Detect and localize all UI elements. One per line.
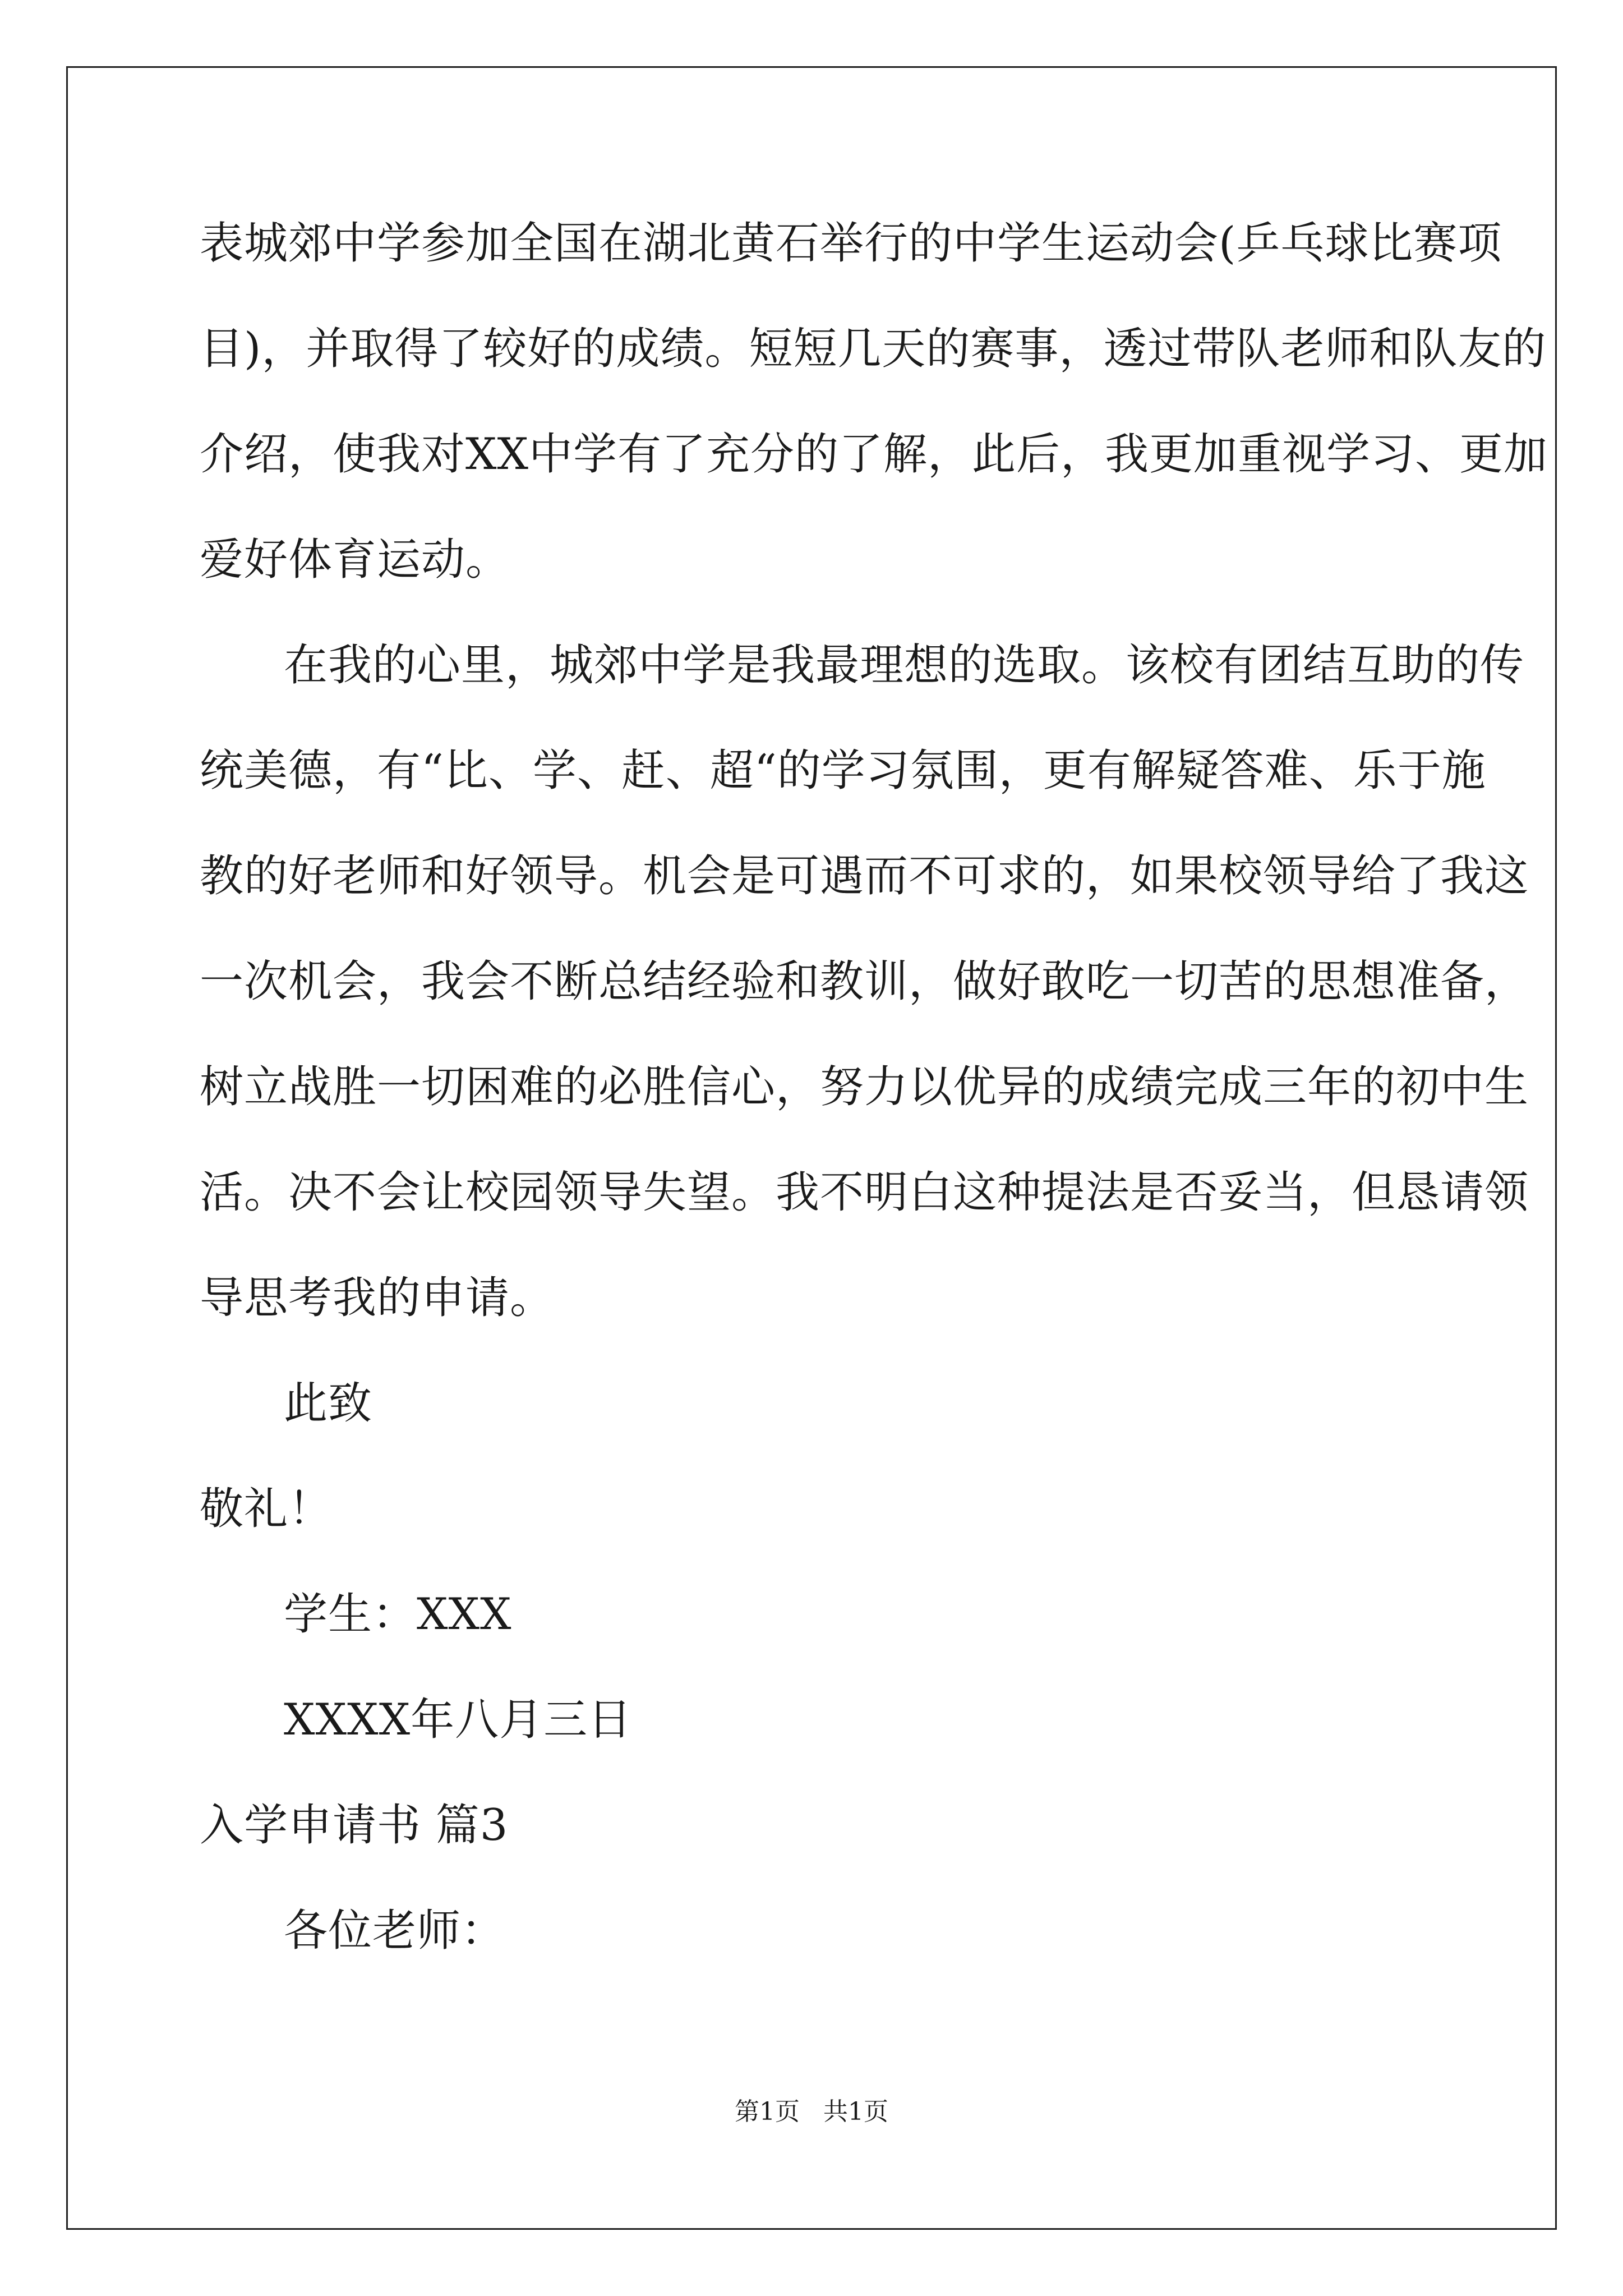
page-footer: 第1页 共1页 xyxy=(735,2097,888,2126)
paragraph-line: 统美德，有“比、学、赶、超“的学习氛围，更有解疑答难、乐于施 xyxy=(200,746,1486,796)
closing-line: 敬礼！ xyxy=(200,1484,333,1534)
paragraph-line: 目)，并取得了较好的成绩。短短几天的赛事，透过带队老师和队友的 xyxy=(200,324,1547,374)
signature-line: 学生：XXX xyxy=(284,1589,512,1640)
paragraph-line: 表城郊中学参加全国在湖北黄石举行的中学生运动会(乒乓球比赛项 xyxy=(200,218,1502,269)
paragraph-line: 介绍，使我对XX中学有了充分的了解，此后，我更加重视学习、更加 xyxy=(200,429,1548,480)
paragraph-line: 活。决不会让校园领导失望。我不明白这种提法是否妥当，但恳请领 xyxy=(200,1167,1529,1218)
date-line: XXXX年八月三日 xyxy=(284,1695,633,1745)
paragraph-line: 爱好体育运动。 xyxy=(200,535,510,585)
paragraph-line: 一次机会，我会不断总结经验和教训，做好敢吃一切苦的思想准备， xyxy=(200,956,1529,1007)
salutation-line: 此致 xyxy=(284,1378,373,1429)
paragraph-line: 导思考我的申请。 xyxy=(200,1273,555,1323)
paragraph-line: 树立战胜一切困难的必胜信心，努力以优异的成绩完成三年的初中生 xyxy=(200,1062,1529,1112)
section-heading: 入学申请书 篇3 xyxy=(200,1800,509,1851)
paragraph-line: 教的好老师和好领导。机会是可遇而不可求的，如果校领导给了我这 xyxy=(200,851,1529,901)
greeting-line: 各位老师： xyxy=(284,1906,506,1956)
document-body xyxy=(200,213,1548,2006)
paragraph-line: 在我的心里，城郊中学是我最理想的选取。该校有团结互助的传 xyxy=(284,640,1525,691)
